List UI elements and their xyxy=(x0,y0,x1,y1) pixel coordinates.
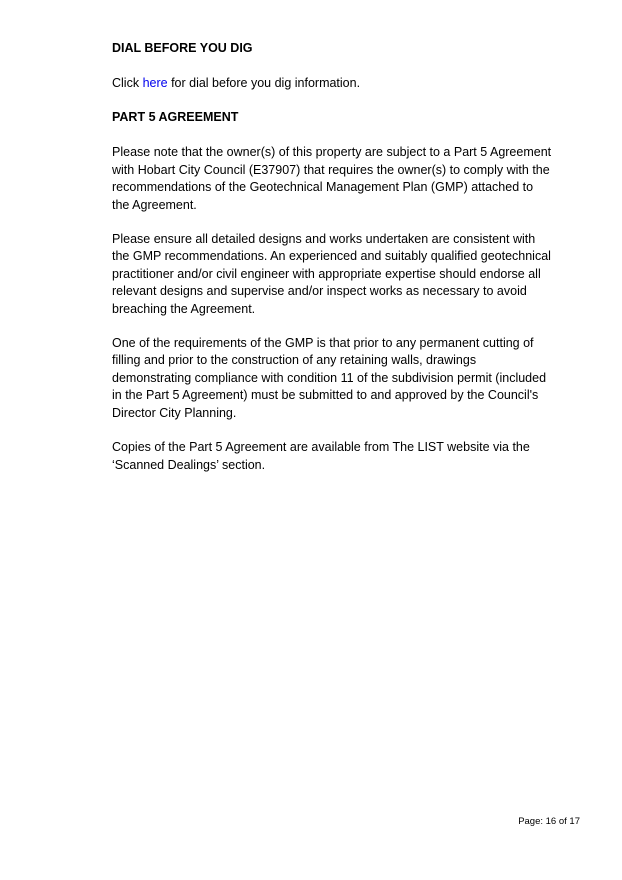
part5-paragraph-4: Copies of the Part 5 Agreement are available from The LIST website via the ‘Scanned Dealings’ section. xyxy=(112,440,530,472)
part5-paragraph-3: One of the requirements of the GMP is that prior to any permanent cutting of filling and prior to the construction of any retaining walls, drawings demonstrating compliance with condition 11 of the subdivision permit (included in the Part 5 Agreement) must be submitted to and approved by the Council's Director City Planning. xyxy=(112,336,547,420)
page-content xyxy=(112,40,552,474)
part5-paragraph-2: Please ensure all detailed designs and works undertaken are consistent with the GMP recommendations. An experienced and suitably qualified geotechnical practitioner and/or civil engineer with appropriate expertise should endorse all relevant designs and supervise and/or inspect works as necessary to avoid breaching the Agreement. xyxy=(112,232,551,316)
part5-paragraph-1: Please note that the owner(s) of this property are subject to a Part 5 Agreement with Hobart City Council (E37907) that requires the owner(s) to comply with the recommendations of the Geotechnical Management Plan (GMP) attached to the Agreement. xyxy=(112,145,552,212)
dial-before-you-dig-paragraph xyxy=(112,75,552,92)
page-number: Page: 16 of 17 xyxy=(518,816,580,827)
heading-part-5-agreement: PART 5 AGREEMENT xyxy=(112,110,239,125)
heading-dial-before-you-dig: DIAL BEFORE YOU DIG xyxy=(112,41,253,55)
dial-text-before-link: Click xyxy=(112,76,143,90)
dial-text-after-link: for dial before you dig information. xyxy=(167,76,361,90)
dial-before-you-dig-link[interactable]: here xyxy=(142,76,168,90)
